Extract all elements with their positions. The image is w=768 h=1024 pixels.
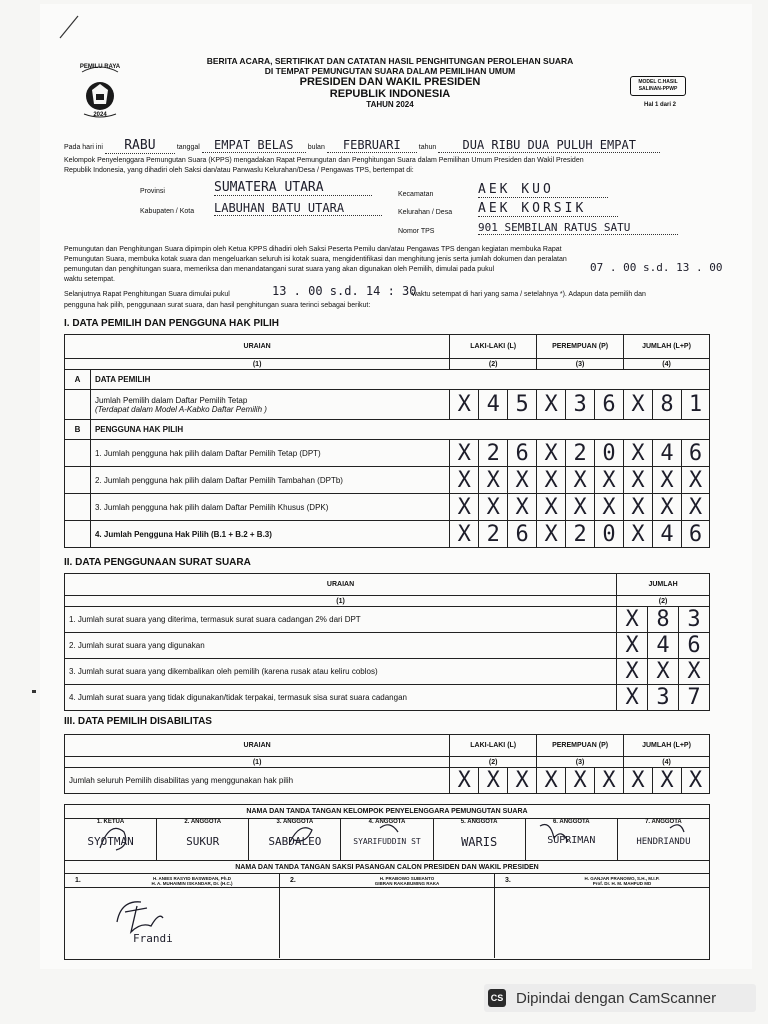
saksi-candidate-2: GIBRAN RAKABUMING RAKA: [374, 880, 440, 886]
value-cell: X: [648, 659, 679, 685]
body-p1-time: 07 . 00 s.d. 13 . 00: [590, 261, 723, 274]
kpu-logo: [72, 60, 128, 124]
date-value: EMPAT BELAS: [202, 138, 306, 153]
saksi-cell: [280, 874, 495, 958]
value-cell: 6: [508, 440, 537, 467]
table-row: [65, 633, 710, 659]
value-cell: X: [617, 685, 648, 711]
col-perempuan: PEREMPUAN (P): [537, 335, 624, 359]
provinsi-value: SUMATERA UTARA: [214, 180, 372, 196]
tps-value: 901 SEMBILAN RATUS SATU: [478, 221, 678, 235]
kpps-member-name: SYOTMAN: [87, 835, 134, 848]
table-number-row: [65, 757, 710, 768]
kelurahan-label: Kelurahan / Desa: [398, 209, 453, 216]
table-number-row: [65, 359, 710, 370]
kpps-member-role: 3. ANGGOTA: [276, 819, 314, 825]
value-cell: X: [450, 521, 479, 548]
saksi-cell: [495, 874, 709, 958]
kecamatan-value: AEK KUO: [478, 182, 608, 198]
value-cell: 4: [652, 440, 681, 467]
col-num-2: (2): [617, 596, 710, 607]
col-perempuan: PEREMPUAN (P): [537, 735, 624, 757]
camscanner-logo-icon: CS: [488, 989, 506, 1007]
value-cell: 5: [508, 390, 537, 420]
value-cell: 1: [681, 390, 709, 420]
value-cell: X: [679, 659, 710, 685]
value-cell: 3: [648, 685, 679, 711]
value-cell: X: [537, 768, 566, 794]
col-jumlah: JUMLAH (L+P): [624, 735, 710, 757]
table-row: [65, 659, 710, 685]
value-cell: X: [479, 768, 508, 794]
body-p2-line1b: waktu setempat di hari yang sama / setelahnya *). Adapun data pemilih dan: [412, 291, 646, 298]
body-p2-time: 13 . 00 s.d. 14 : 30: [272, 284, 417, 298]
title-line-4: REPUBLIK INDONESIA: [329, 88, 451, 100]
day-value: RABU: [105, 138, 175, 154]
ballot-row-label: 2. Jumlah surat suara yang digunakan: [65, 633, 617, 659]
value-cell: X: [566, 768, 595, 794]
b-row-label: 2. Jumlah pengguna hak pilih dalam Daftar Pemilih Tambahan (DPTb): [90, 467, 449, 494]
saksi-candidates: [105, 876, 279, 886]
value-cell: 8: [648, 607, 679, 633]
b-row-label: 3. Jumlah pengguna hak pilih dalam Daftar Pemilih Khusus (DPK): [90, 494, 449, 521]
col-num-2: (2): [450, 757, 537, 768]
value-cell: X: [617, 607, 648, 633]
body-p2-line2: pengguna hak pilih, penggunaan surat suara, dan hasil penghitungan suara terinci sebagai berikut:: [64, 302, 371, 309]
value-cell: X: [624, 521, 653, 548]
value-cell: 2: [566, 521, 595, 548]
value-cell: X: [537, 521, 566, 548]
value-cell: X: [537, 467, 566, 494]
body-p1-line1: Pemungutan dan Penghitungan Suara dipimpin oleh Ketua KPPS dihadiri oleh Saksi Peserta Pemilu dan/atau Pengawas TPS dengan kegiatan membuka Rapat: [64, 246, 562, 253]
camscanner-watermark: [484, 984, 756, 1012]
value-cell: X: [624, 494, 653, 521]
ballot-row-label: 4. Jumlah surat suara yang tidak digunakan/tidak terpakai, termasuk sisa surat suara cadangan: [65, 685, 617, 711]
value-cell: 8: [652, 390, 681, 420]
value-cell: X: [617, 659, 648, 685]
month-label: bulan: [307, 144, 325, 151]
title-line-5: TAHUN 2024: [366, 100, 414, 109]
col-jumlah: JUMLAH (L+P): [624, 335, 710, 359]
scan-speck: [32, 690, 36, 693]
kpps-member-role: 4. ANGGOTA: [368, 819, 406, 825]
page-indicator: Hal 1 dari 2: [644, 102, 677, 108]
value-cell: X: [450, 440, 479, 467]
table-header-row: [65, 735, 710, 757]
kpps-member-role: 5. ANGGOTA: [460, 819, 498, 825]
logo-bottom-text: 2024: [93, 112, 107, 118]
value-cell: X: [450, 390, 479, 420]
value-cell: 4: [479, 390, 508, 420]
saksi-row: [65, 874, 709, 958]
title-line-2: DI TEMPAT PEMUNGUTAN SUARA DALAM PEMILIHAN UMUM: [264, 66, 516, 76]
value-cell: X: [508, 768, 537, 794]
value-cell: X: [681, 494, 709, 521]
saksi-number: 2.: [290, 877, 296, 884]
col-num-1: (1): [65, 596, 617, 607]
kabupaten-value: LABUHAN BATU UTARA: [214, 201, 382, 216]
section-a-title: DATA PEMILIH: [90, 370, 709, 390]
saksi-candidate-1: H. ANIES RASYID BASWEDAN, Ph.D: [152, 875, 232, 881]
value-cell: 2: [479, 521, 508, 548]
col-laki: LAKI-LAKI (L): [450, 335, 537, 359]
intro-text-1: Kelompok Penyelenggara Pemungutan Suara (KPPS) mengadakan Rapat Pemungutan dan Penghitungan Suara dalam Pemilihan Umum Presiden dan Wakil Presiden: [64, 157, 584, 164]
table-row: [65, 390, 710, 420]
value-cell: 0: [595, 440, 624, 467]
section-a-header: [65, 370, 710, 390]
saksi-signature-title: NAMA DAN TANDA TANGAN SAKSI PASANGAN CALON PRESIDEN DAN WAKIL PRESIDEN: [65, 861, 709, 874]
saksi-number: 3.: [505, 877, 511, 884]
provinsi-label: Provinsi: [140, 188, 165, 195]
saksi-candidate-1: H. GANJAR PRANOWO, S.H., M.I.P.: [584, 875, 660, 881]
kpps-member-name: SUPRIMAN: [547, 835, 596, 846]
table-header-row: [65, 574, 710, 596]
value-cell: X: [537, 440, 566, 467]
title-line-3: PRESIDEN DAN WAKIL PRESIDEN: [299, 76, 481, 88]
value-cell: 6: [595, 390, 624, 420]
body-p1-line2: Pemungutan Suara, membuka kotak suara dan mengeluarkan seluruh isi kotak suara, mengidentifikasi dan menghitung jenis serta jumlah dokumen dan peralatan: [64, 256, 567, 263]
intro-text-2: Republik Indonesia, yang dihadiri oleh Saksi dan/atau Panwaslu Kelurahan/Desa / Pengawas TPS, bertempat di:: [64, 167, 414, 174]
table-header-row: [65, 335, 710, 359]
table-row: [65, 607, 710, 633]
table-row: [65, 685, 710, 711]
value-cell: X: [508, 467, 537, 494]
section-3-title: III. DATA PEMILIH DISABILITAS: [64, 716, 212, 727]
value-cell: X: [652, 768, 681, 794]
section-b-label: B: [65, 420, 91, 440]
value-cell: X: [566, 494, 595, 521]
camscanner-label: Dipindai dengan CamScanner: [516, 989, 717, 1007]
saksi-header: [65, 874, 279, 888]
value-cell: X: [624, 440, 653, 467]
ballot-row-label: 3. Jumlah surat suara yang dikembalikan oleh pemilih (karena rusak atau keliru coblos): [65, 659, 617, 685]
value-cell: X: [450, 768, 479, 794]
col-uraian: URAIAN: [65, 735, 450, 757]
document-title: [140, 56, 640, 109]
b-row-label: 1. Jumlah pengguna hak pilih dalam Daftar Pemilih Tetap (DPT): [90, 440, 449, 467]
saksi-header: [280, 874, 494, 888]
value-cell: 4: [648, 633, 679, 659]
day-label: Pada hari ini: [64, 144, 103, 151]
a-row-label: [90, 390, 449, 420]
table-row: [65, 467, 710, 494]
value-cell: X: [479, 467, 508, 494]
saksi-candidates: [320, 876, 494, 886]
date-label: tanggal: [176, 144, 200, 151]
kpps-member-role: 7. ANGGOTA: [645, 819, 682, 825]
ballot-row-label: 1. Jumlah surat suara yang diterima, termasuk surat suara cadangan 2% dari DPT: [65, 607, 617, 633]
saksi-candidates: [535, 876, 709, 886]
saksi-1-name: Frandi: [133, 932, 173, 945]
value-cell: X: [681, 768, 709, 794]
value-cell: 6: [508, 521, 537, 548]
col-num-4: (4): [624, 359, 710, 370]
tps-label: Nomor TPS: [398, 228, 435, 235]
col-uraian: URAIAN: [65, 335, 450, 359]
section-2-title: II. DATA PENGGUNAAN SURAT SUARA: [64, 557, 251, 568]
kpps-member-name: SABDALEO: [268, 835, 322, 848]
value-cell: X: [595, 467, 624, 494]
title-line-1: BERITA ACARA, SERTIFIKAT DAN CATATAN HASIL PENGHITUNGAN PEROLEHAN SUARA: [206, 56, 574, 66]
value-cell: 3: [566, 390, 595, 420]
saksi-cell: [65, 874, 280, 958]
kpps-member-name: SUKUR: [186, 835, 220, 848]
value-cell: X: [652, 494, 681, 521]
year-value: DUA RIBU DUA PULUH EMPAT: [438, 138, 660, 153]
table-row: [65, 494, 710, 521]
saksi-number: 1.: [75, 877, 81, 884]
section-1-title: I. DATA PEMILIH DAN PENGGUNA HAK PILIH: [64, 318, 279, 329]
col-num-3: (3): [537, 757, 624, 768]
disability-table: [64, 734, 710, 794]
table-row: [65, 440, 710, 467]
value-cell: X: [537, 494, 566, 521]
table-row: [65, 768, 710, 794]
saksi-header: [495, 874, 709, 888]
kpps-signature-scribbles: [80, 818, 700, 860]
section-b-header: [65, 420, 710, 440]
logo-top-text: PEMILU RAYA: [79, 64, 121, 70]
a-row-line2: (Terdapat dalam Model A-Kabko Daftar Pemilih ): [94, 404, 267, 414]
value-cell: X: [617, 633, 648, 659]
kelurahan-value: AEK KORSIK: [478, 201, 618, 217]
col-num-3: (3): [537, 359, 624, 370]
model-badge: MODEL C.HASIL SALINAN-PPWP: [630, 76, 686, 96]
saksi-candidate-2: Prof. Dr. H. M. MAHFUD MD: [592, 880, 652, 886]
col-num-2: (2): [450, 359, 537, 370]
intro-date-line: [64, 138, 714, 154]
table-row: [65, 521, 710, 548]
col-num-4: (4): [624, 757, 710, 768]
value-cell: 2: [566, 440, 595, 467]
value-cell: 6: [681, 440, 709, 467]
saksi-candidate-2: H. A. MUHAIMIN ISKANDAR, Dr. (H.C.): [151, 880, 233, 886]
body-p1-line3: pemungutan dan penghitungan suara, memeriksa dan menandatangani surat suara yang akan digunakan oleh Pemilih, dimulai pada pukul: [64, 266, 495, 273]
value-cell: X: [681, 467, 709, 494]
kecamatan-label: Kecamatan: [398, 191, 434, 198]
kabupaten-label: Kabupaten / Kota: [140, 208, 195, 215]
col-uraian: URAIAN: [65, 574, 617, 596]
voter-data-table: [64, 334, 710, 548]
value-cell: X: [624, 390, 653, 420]
value-cell: 7: [679, 685, 710, 711]
saksi-1-signature: [111, 892, 171, 936]
table-number-row: [65, 596, 710, 607]
section-a-label: A: [65, 370, 91, 390]
year-label: tahun: [418, 144, 437, 151]
value-cell: 3: [679, 607, 710, 633]
col-num-1: (1): [65, 359, 450, 370]
value-cell: X: [450, 494, 479, 521]
value-cell: X: [566, 467, 595, 494]
value-cell: 0: [595, 521, 624, 548]
value-cell: 6: [679, 633, 710, 659]
a-row-line1: Jumlah Pemilih dalam Daftar Pemilih Tetap: [94, 395, 248, 405]
kpps-member-role: 2. ANGGOTA: [184, 819, 222, 825]
value-cell: X: [595, 768, 624, 794]
value-cell: X: [508, 494, 537, 521]
month-value: FEBRUARI: [327, 138, 417, 153]
col-num-1: (1): [65, 757, 450, 768]
kpps-member-role: 1. KETUA: [96, 819, 125, 825]
b-row-label: 4. Jumlah Pengguna Hak Pilih (B.1 + B.2 + B.3): [90, 521, 449, 548]
value-cell: X: [479, 494, 508, 521]
value-cell: 6: [681, 521, 709, 548]
value-cell: 4: [652, 521, 681, 548]
section-b-title: PENGGUNA HAK PILIH: [90, 420, 709, 440]
kpps-member-name: SYARIFUDDIN ST: [353, 837, 421, 846]
value-cell: X: [624, 467, 653, 494]
body-p1-line4: waktu setempat.: [64, 276, 115, 283]
kpps-signature-title: NAMA DAN TANDA TANGAN KELOMPOK PENYELENGGARA PEMUNGUTAN SUARA: [65, 805, 709, 819]
pen-mark: [58, 14, 82, 42]
saksi-candidate-1: H. PRABOWO SUBIANTO: [379, 875, 435, 881]
disability-row-label: Jumlah seluruh Pemilih disabilitas yang menggunakan hak pilih: [65, 768, 450, 794]
value-cell: 2: [479, 440, 508, 467]
value-cell: X: [595, 494, 624, 521]
kpps-member-name: WARIS: [461, 835, 498, 849]
kpps-member-name: HENDRIANDU: [636, 837, 691, 847]
col-laki: LAKI-LAKI (L): [450, 735, 537, 757]
col-jumlah: JUMLAH: [617, 574, 710, 596]
value-cell: X: [624, 768, 653, 794]
value-cell: X: [450, 467, 479, 494]
kpps-member-role: 6. ANGGOTA: [552, 819, 590, 825]
value-cell: X: [537, 390, 566, 420]
body-p2-line1: Selanjutnya Rapat Penghitungan Suara dimulai pukul: [64, 291, 230, 298]
ballot-usage-table: [64, 573, 710, 711]
value-cell: X: [652, 467, 681, 494]
